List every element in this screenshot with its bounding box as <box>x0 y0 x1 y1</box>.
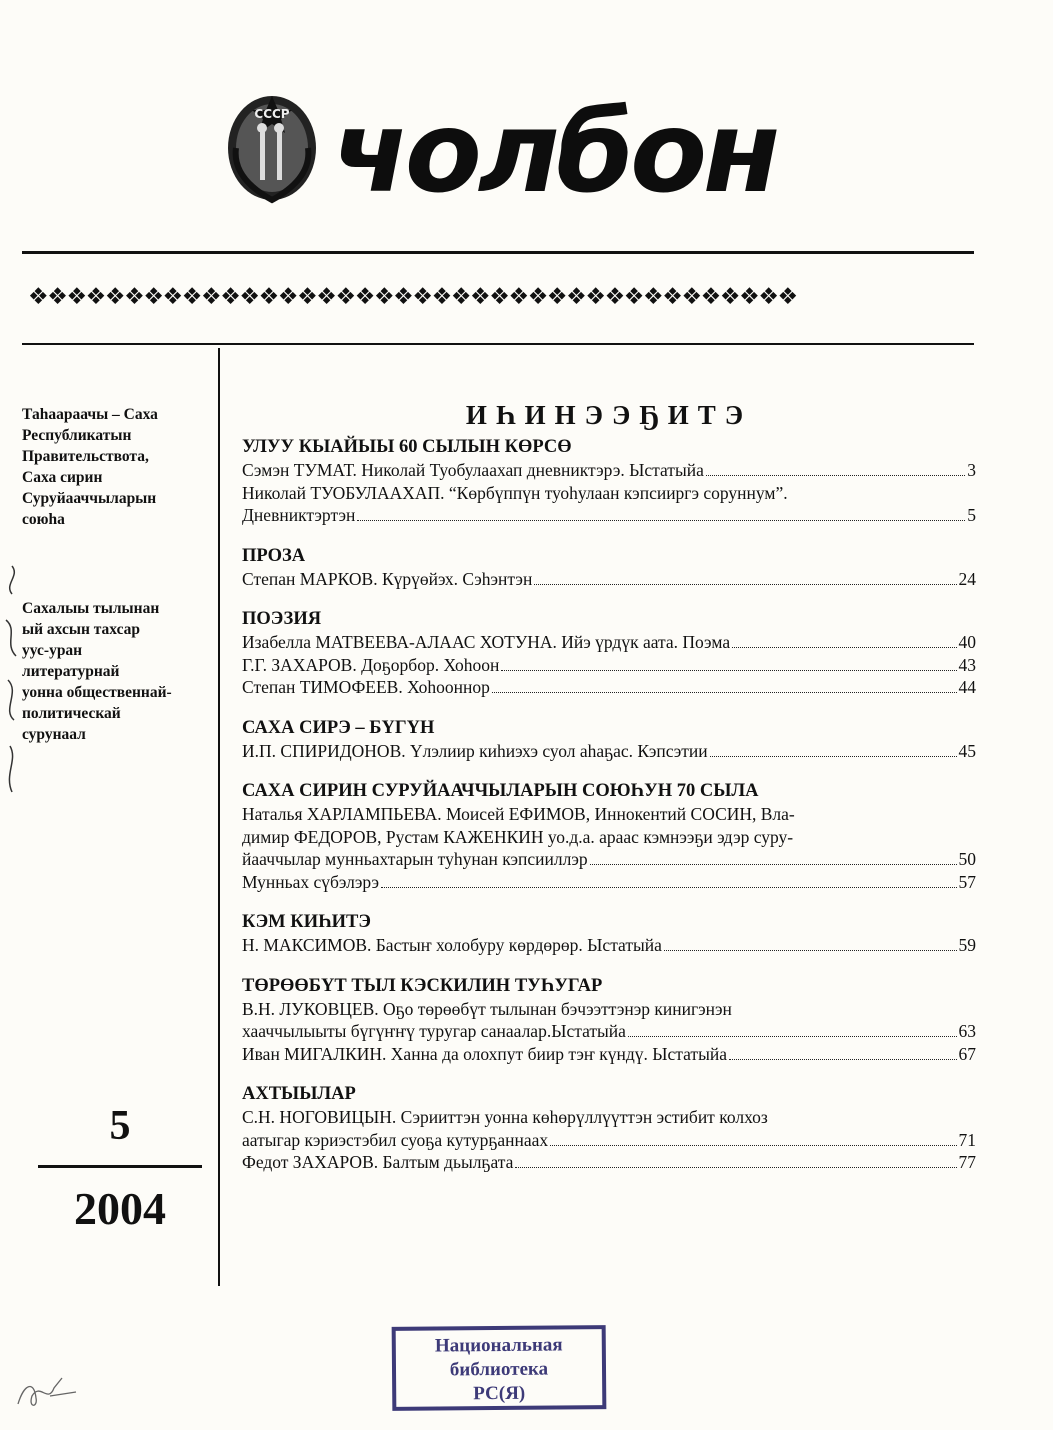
dot-leader <box>628 1036 957 1037</box>
contents-section <box>242 717 976 763</box>
page-number: 5 <box>967 505 976 525</box>
section-title: САХА СИРЭ – БҮГҮН <box>242 717 435 738</box>
contents-entry <box>242 459 976 482</box>
contents-entry <box>242 740 976 763</box>
dot-leader <box>492 692 957 693</box>
contents-entry: димир ФЕДОРОВ, Рустам КАЖЕНКИН уо.д.а. араас кэмнээҕи эдэр суру- <box>242 826 794 847</box>
page-number: 44 <box>958 677 976 697</box>
contents-section <box>242 545 976 591</box>
entry-text: Дневниктэртэн <box>242 505 356 525</box>
contents-section <box>242 1083 976 1174</box>
publisher-info: Таһаараачы – Саха Республикатын Правительствота, Саха сирин Суруйааччыларын союһа <box>22 406 158 528</box>
diamond-border: ❖❖❖❖❖❖❖❖❖❖❖❖❖❖❖❖❖❖❖❖❖❖❖❖❖❖❖❖❖❖❖❖❖❖❖❖❖❖❖❖ <box>28 284 797 310</box>
page-number: 59 <box>958 935 976 955</box>
entry-text: йааччылар мунньахтарын туһунан кэпсииллэр <box>242 849 588 869</box>
section-title: АХТЫЫЛАР <box>242 1084 356 1104</box>
contents-entry <box>242 568 976 591</box>
dot-leader <box>664 950 957 951</box>
page-number: 71 <box>958 1129 976 1150</box>
contents-entry <box>242 1129 976 1152</box>
page-number: 50 <box>958 849 976 869</box>
contents-entry: Наталья ХАРЛАМПЬЕВА. Моисей ЕФИМОВ, Иннокентий СОСИН, Вла- <box>242 804 795 824</box>
page-number: 45 <box>958 740 976 761</box>
section-title: ПОЭЗИЯ <box>242 609 322 629</box>
contents-entry <box>242 934 976 957</box>
contents-section <box>242 436 976 527</box>
section-title: КЭМ КИҺИТЭ <box>242 912 371 932</box>
dot-leader <box>729 1059 957 1060</box>
contents-entry <box>242 1043 976 1066</box>
contents-section <box>242 975 976 1066</box>
contents-entry: Николай ТУОБУЛААХАП. “Көрбүппүн туоһулаан кэпсииргэ соруннум”. <box>242 482 788 503</box>
page-number: 40 <box>958 632 976 652</box>
page-number: 24 <box>958 568 976 589</box>
issue-number: 5 <box>109 1103 131 1149</box>
entry-text: Степан МАРКОВ. Күрүөйэх. Сэһэнтэн <box>242 568 533 589</box>
order-emblem-icon <box>222 88 322 213</box>
entry-text: Сэмэн ТУМАТ. Николай Туобулаахап дневниктэрэ. Ыстатыйа <box>242 460 704 480</box>
dot-leader <box>501 670 956 671</box>
journal-title: чолбон <box>332 88 777 218</box>
page-number: 77 <box>958 1152 976 1172</box>
table-of-contents <box>242 398 976 1192</box>
entry-text: аатыгар кэриэстэбил суоҕа кутурҕаннаах <box>242 1129 549 1150</box>
contents-heading: ИҺИНЭЭҔИТЭ <box>465 400 753 430</box>
section-title: ТӨРӨӨБҮТ ТЫЛ КЭСКИЛИН ТУҺУГАР <box>242 975 603 996</box>
contents-entry <box>242 871 976 894</box>
top-rule <box>22 251 974 254</box>
handwritten-mark-icon <box>0 560 24 800</box>
section-title: УЛУУ КЫАЙЫЫ 60 СЫЛЫН КӨРСӨ <box>242 437 572 457</box>
contents-entry <box>242 654 976 677</box>
dot-leader <box>534 584 956 585</box>
dot-leader <box>710 756 957 757</box>
entry-text: Изабелла МАТВЕЕВА-АЛААС ХОТУНА. Ийэ үрдүк аата. Поэма <box>242 632 731 652</box>
column-divider <box>218 348 220 1286</box>
contents-entry <box>242 504 976 527</box>
issue-year: 2004 <box>74 1183 166 1234</box>
masthead <box>222 78 782 228</box>
page-number: 63 <box>958 1021 976 1041</box>
dot-leader <box>515 1167 956 1168</box>
contents-entry <box>242 676 976 699</box>
section-title: САХА СИРИН СУРУЙААЧЧЫЛАРЫН СОЮҺУН 70 СЫЛА <box>242 781 759 801</box>
middle-rule <box>22 343 974 345</box>
page-number: 57 <box>958 871 976 892</box>
library-stamp: Национальная библиотека РС(Я) <box>392 1325 607 1411</box>
contents-entry <box>242 631 976 654</box>
entry-text: Г.Г. ЗАХАРОВ. Доҕорбор. Хоһоон <box>242 654 500 675</box>
entry-text: Иван МИГАЛКИН. Ханна да олохпут биир тэҥ күндү. Ыстатыйа <box>242 1043 727 1064</box>
contents-section <box>242 608 976 699</box>
page-number: 3 <box>967 460 976 480</box>
entry-text: И.П. СПИРИДОНОВ. Үлэлиир киһиэхэ суол аһаҕас. Кэпсэтии <box>242 740 708 761</box>
section-title: ПРОЗА <box>242 545 306 566</box>
journal-description: Сахалыы тылынан ый ахсын тахсар уус-уран литературнай уонна общественнай- политическай сурунаал <box>22 600 172 743</box>
issue-divider <box>38 1165 202 1168</box>
entry-text: Н. МАКСИМОВ. Бастыҥ холобуру көрдөрөр. Ыстатыйа <box>242 935 662 955</box>
contents-entry <box>242 1151 976 1174</box>
contents-entry <box>242 1020 976 1043</box>
entry-text: хааччылыыты бүгүҥҥү туругар санаалар.Ыстатыйа <box>242 1021 626 1041</box>
dot-leader <box>706 475 965 476</box>
contents-section <box>242 911 976 957</box>
contents-entry <box>242 848 976 871</box>
dot-leader <box>732 647 956 648</box>
handwritten-initials-icon <box>14 1374 80 1412</box>
page-number: 67 <box>958 1043 976 1064</box>
contents-entry: С.Н. НОГОВИЦЫН. Сэрииттэн уонна көһөрүллүүттэн эстибит колхоз <box>242 1107 768 1127</box>
dot-leader <box>590 864 957 865</box>
page-number: 43 <box>958 654 976 675</box>
dot-leader <box>381 887 956 888</box>
entry-text: Федот ЗАХАРОВ. Балтым дьылҕата <box>242 1152 514 1172</box>
contents-entry: В.Н. ЛУКОВЦЕВ. Оҕо төрөөбүт тылынан бэчээттэнэр кинигэнэн <box>242 998 732 1019</box>
dot-leader <box>550 1145 956 1146</box>
entry-text: Степан ТИМОФЕЕВ. Хоһооннор <box>242 677 490 697</box>
dot-leader <box>357 520 965 521</box>
contents-section <box>242 780 976 893</box>
entry-text: Мунньах сүбэлэрэ <box>242 871 380 892</box>
svg-text:СССР: СССР <box>254 107 290 121</box>
